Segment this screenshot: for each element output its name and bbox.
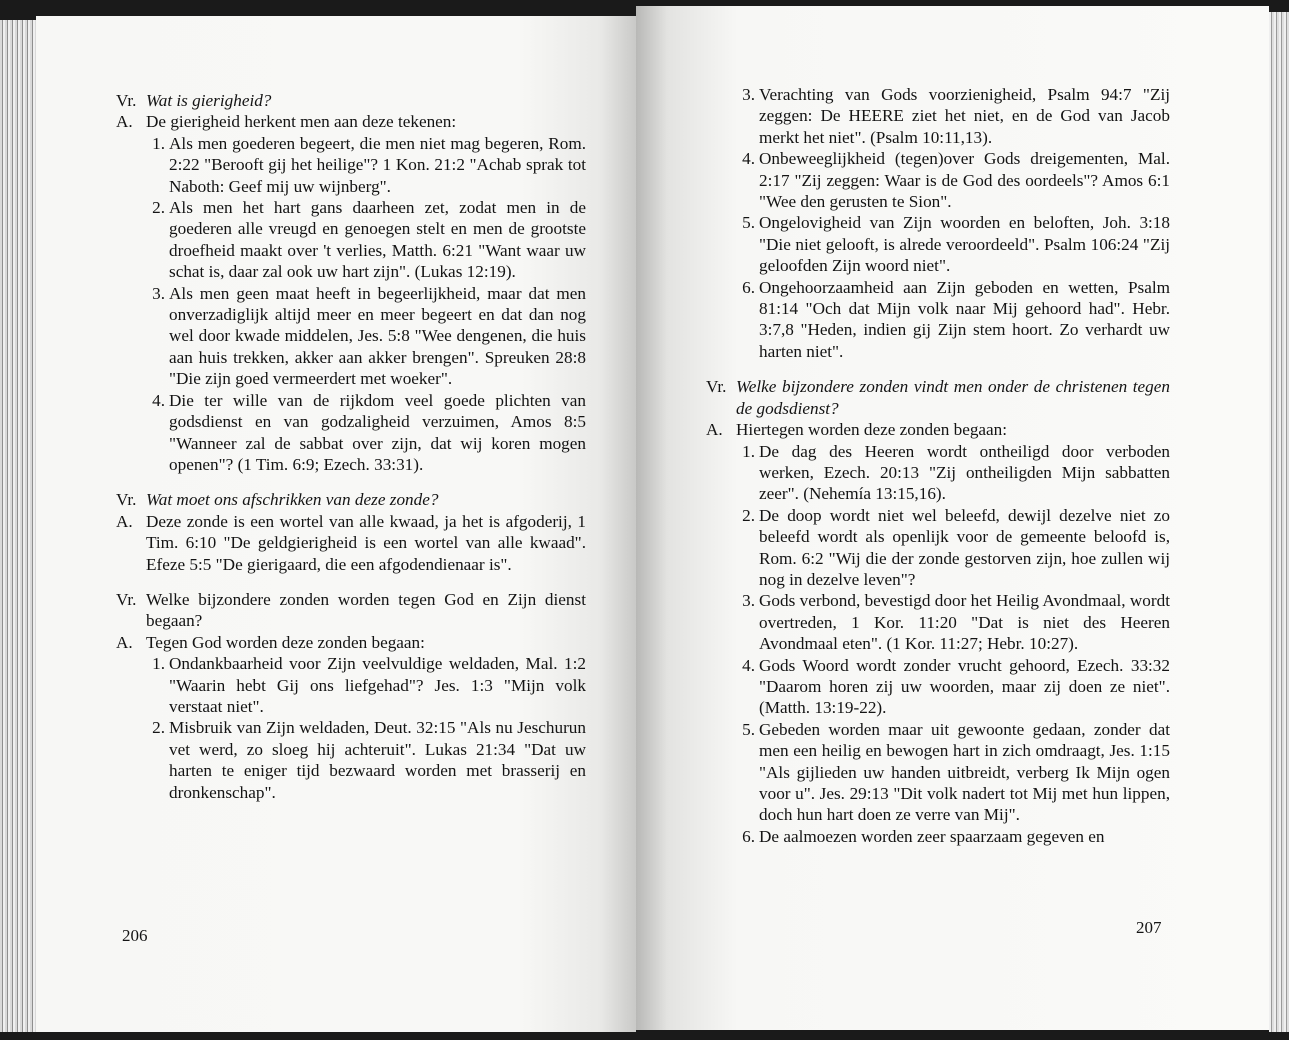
item-number: 1. [152,133,165,153]
item-text: Als men goederen begeert, die men niet mag begeren, Rom. 2:22 "Berooft gij het heilige"? 1 Kon. 21:2 "Achab sprak tot Naboth: Geef mij uw wijnberg". [169,133,586,196]
list-item [146,133,586,197]
answer-list [146,133,586,476]
list-item [146,717,586,803]
question-label: Vr. [116,91,137,110]
answer-list [736,441,1170,848]
answer-label: A. [706,420,723,440]
item-number: 1. [742,441,755,461]
item-text: Ondankbaarheid voor Zijn veelvuldige weldaden, Mal. 1:2 "Waarin hebt Gij ons liefgehad"? Jes. 1:3 "Mijn volk verstaat niet". [169,654,586,716]
page-edges-right [1269,12,1289,1032]
answer-text: De gierigheid herkent men aan deze tekenen: [146,112,457,132]
item-text: Die ter wille van de rijkdom veel goede plichten van godsdienst en van godzaligheid verzuimen, Amos 8:5 "Wanneer zal de sabbat over zijn, dat wij koren mogen openen"? (1 Tim. 6:9; Ezech. 33:31). [169,390,586,474]
item-text: Als men geen maat heeft in begeerlijkheid, maar dat men onverzadiglijk altijd meer en meer begeert en dat dan nog wel door kwade middelen, Jes. 5:8 "Wee dengenen, die huis aan huis trekken, akker aan akker brengen". Spreuken 28:8 "Die zijn goed vermeerdert met woeker". [169,283,586,389]
item-text: Gebeden worden maar uit gewoonte gedaan, zonder dat men een heilig en bewogen hart in zich omdraagt, Jes. 1:15 "Als gijlieden uw handen uitbreidt, verberg Ik Mijn ogen voor u". Jes. 29:13 "Dit volk nadert tot Mij met hun lippen, doch hun hart doen ze verre van Mij". [759,719,1170,825]
list-item [736,655,1170,719]
question-label: Vr. [706,377,727,397]
item-number: 1. [152,654,165,674]
item-number: 6. [742,826,755,846]
list-item [146,653,586,717]
item-text: Misbruik van Zijn weldaden, Deut. 32:15 "Als nu Jeschurun vet werd, zo sloeg hij achteruit". Lukas 21:34 "Dat uw harten te eniger tijd bezwaard worden met brasserij en dronkenschap". [169,718,586,802]
item-text: Ongehoorzaamheid aan Zijn geboden en wetten, Psalm 81:14 "Och dat Mijn volk naar Mij gehoord had". Hebr. 3:7,8 "Heden, indien gij Zijn stem hoort. Zo verhardt uw harten niet". [759,277,1170,361]
item-number: 3. [742,591,755,611]
list-item [736,719,1170,826]
item-number: 4. [742,149,755,169]
item-number: 6. [742,277,755,297]
item-text: De doop wordt niet wel beleefd, dewijl dezelve niet zo beleefd wordt als openlijk voor de gemeente beloofd is, Rom. 6:2 "Wij die der zonde gestorven zijn, hoe zullen wij nog in dezelve leven"? [759,505,1170,589]
qa-block [116,489,586,575]
item-text: Ongelovigheid van Zijn woorden en beloften, Joh. 3:18 "Die niet gelooft, is alrede veroordeeld". Psalm 106:24 "Zij geloofden Zijn woord niet". [759,213,1170,276]
question-line [706,376,1170,419]
answer-label: A. [116,511,133,531]
continued-list [706,84,1170,362]
item-text: Verachting van Gods voorzienigheid, Psalm 94:7 "Zij zeggen: De HEERE ziet het niet, en de God van Jacob merkt het niet". (Psalm 10:11,13). [759,85,1170,147]
item-number: 4. [152,390,165,410]
item-text: De dag des Heeren wordt ontheiligd door verboden werken, Ezech. 20:13 "Zij ontheiligden Mijn sabbatten zeer". (Nehemía 13:15,16). [759,441,1170,504]
answer-text: Tegen God worden deze zonden begaan: [146,632,425,652]
question-label: Vr. [116,589,137,609]
item-number: 4. [742,655,755,675]
question-line [116,489,586,510]
answer-line [116,511,586,575]
answer-line [116,111,586,132]
item-text: Onbeweeglijkheid (tegen)over Gods dreigementen, Mal. 2:17 "Zij zeggen: Waar is de God des oordeels"? Amos 6:1 "Wee den gerusten te Sion". [759,149,1170,212]
item-number: 2. [742,505,755,525]
list-item [146,283,586,390]
answer-line [706,419,1170,440]
list-item [736,826,1170,847]
qa-block [706,376,1170,847]
answer-list [146,653,586,803]
qa-block [116,90,586,475]
answer-label: A. [116,112,133,132]
right-page-text [706,84,1170,861]
page-edges-left [0,20,36,1032]
right-page [636,6,1269,1030]
item-text: De aalmoezen worden zeer spaarzaam gegeven en [759,826,1105,846]
question-text: Welke bijzondere zonden worden tegen God en Zijn dienst begaan? [146,589,586,631]
list-item [146,197,586,283]
page-number: 207 [1136,918,1162,937]
item-text: Gods verbond, bevestigd door het Heilig Avondmaal, wordt overtreden, 1 Kor. 11:20 "Dat is niet des Heeren Avondmaal eten". (1 Kor. 11:27; Hebr. 10:27). [759,591,1170,654]
item-number: 3. [742,85,755,104]
answer-text: Hiertegen worden deze zonden begaan: [736,420,1008,440]
question-line [116,589,586,632]
list-item [736,441,1170,505]
list-item [736,277,1170,363]
page-number: 206 [122,926,148,945]
list-item [736,505,1170,591]
list-item [736,590,1170,654]
list-item [736,148,1170,212]
answer-text: Deze zonde is een wortel van alle kwaad, ja het is afgoderij, 1 Tim. 6:10 "De geldgierigheid is een wortel van alle kwaad". Efeze 5:5 "De gierigaard, die een afgodendienaar is". [146,511,586,574]
question-line [116,90,586,111]
answer-label: A. [116,632,133,652]
question-text: Wat is gierigheid? [146,91,272,110]
qa-block [116,589,586,803]
item-text: Als men het hart gans daarheen zet, zodat men in de goederen alle vreugd en genoegen stelt en men de grootste droefheid maakt over 't verlies, Matth. 6:21 "Want waar uw schat is, daar zal ook uw hart zijn". (Lukas 12:19). [169,198,586,282]
question-label: Vr. [116,490,137,510]
list-item [736,212,1170,276]
item-number: 2. [152,198,165,218]
answer-line [116,632,586,653]
question-text: Welke bijzondere zonden vindt men onder de christenen tegen de godsdienst? [736,377,1170,418]
list-item [146,390,586,476]
item-number: 5. [742,719,755,739]
left-page-text [116,90,586,817]
item-text: Gods Woord wordt zonder vrucht gehoord, Ezech. 33:32 "Daarom horen zij uw woorden, maar zij doen ze niet". (Matth. 13:19-22). [759,655,1170,718]
left-page [36,16,636,1032]
item-number: 2. [152,718,165,738]
answer-list [736,84,1170,362]
list-item [736,84,1170,148]
question-text: Wat moet ons afschrikken van deze zonde? [146,490,439,510]
item-number: 3. [152,283,165,303]
item-number: 5. [742,213,755,233]
